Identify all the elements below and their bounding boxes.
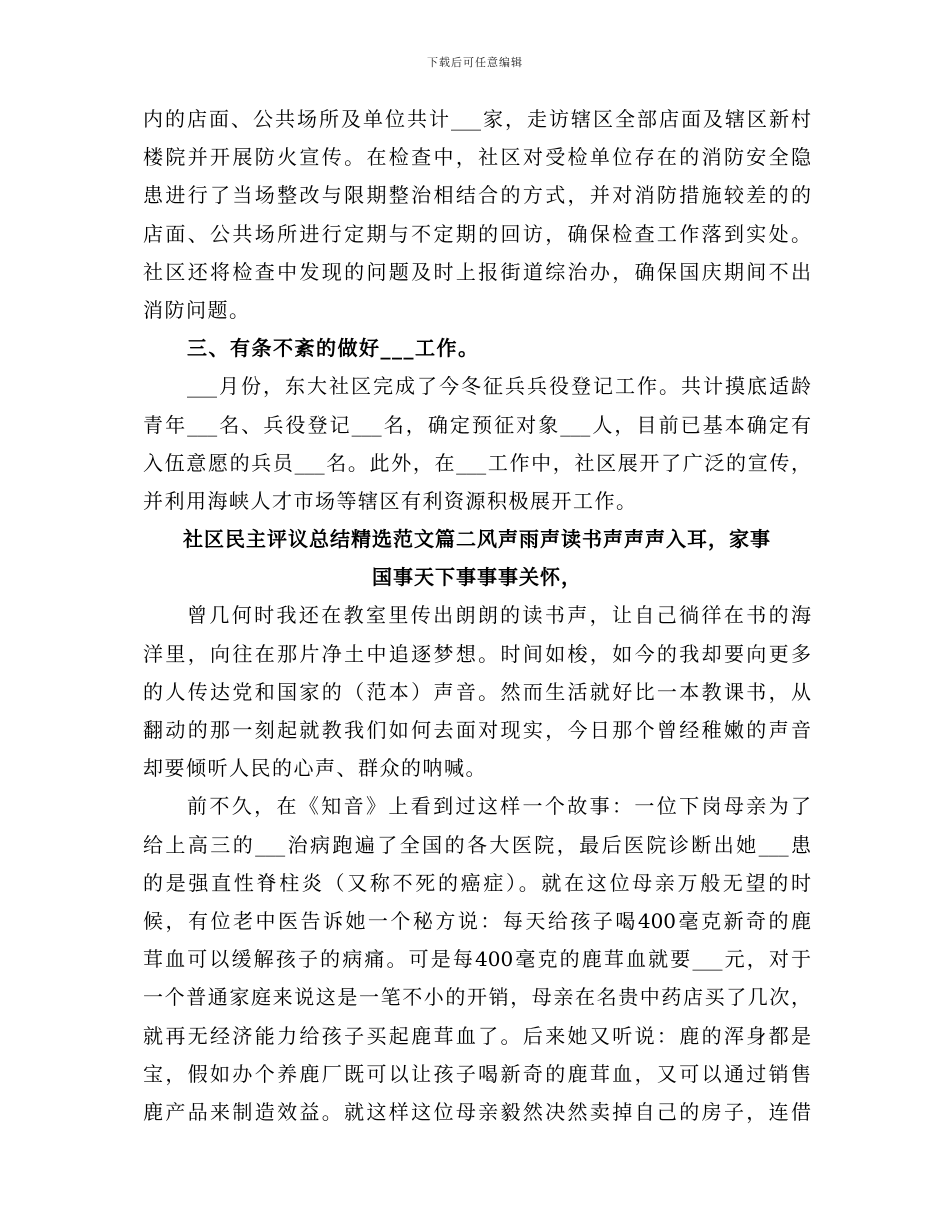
text-line: 一个普通家庭来说这是一笔不小的开销，母亲在名贵中药店买了几次， [143, 985, 811, 1010]
article-title-line-2: 国事天下事事事关怀， [372, 565, 582, 590]
text-line: 给上高三的___治病跑遍了全国的各大医院，最后医院诊断出她___患 [143, 832, 811, 857]
text-line: 入伍意愿的兵员___名。此外，在___工作中，社区展开了广泛的宣传， [143, 450, 811, 475]
text-line: 洋里，向往在那片净土中追逐梦想。时间如梭，如今的我却要向更多 [143, 641, 811, 666]
text-line: 青年___名、兵役登记___名，确定预征对象___人，目前已基本确定有 [143, 412, 811, 437]
page-header: 下载后可任意编辑 [427, 56, 523, 69]
text-line: 的人传达党和国家的（范本）声音。然而生活就好比一本教课书，从 [143, 679, 811, 704]
text-line: 鹿产品来制造效益。就这样这位母亲毅然决然卖掉自己的房子，连借 [143, 1099, 811, 1124]
text-line: 翻动的那一刻起就教我们如何去面对现实，今日那个曾经稚嫩的声音 [143, 718, 811, 742]
text-line: 患进行了当场整改与限期整治相结合的方式，并对消防措施较差的的 [143, 183, 811, 208]
article-title-line-1: 社区民主评议总结精选范文篇二风声雨声读书声声声入耳，家事 [183, 527, 771, 552]
section-heading: 三、有条不紊的做好___工作。 [187, 336, 480, 361]
text-line: 就再无经济能力给孩子买起鹿茸血了。后来她又听说：鹿的浑身都是 [143, 1023, 811, 1048]
document-body [143, 100, 811, 1131]
text-line: 社区还将检查中发现的问题及时上报街道综治办，确保国庆期间不出 [143, 259, 811, 284]
text-line: 内的店面、公共场所及单位共计___家，走访辖区全部店面及辖区新村 [143, 107, 811, 131]
text-line: ___月份，东大社区完成了今冬征兵兵役登记工作。共计摸底适龄 [187, 374, 811, 399]
text-line: 店面、公共场所进行定期与不定期的回访，确保检查工作落到实处。 [143, 221, 811, 246]
text-line: 曾几何时我还在教室里传出朗朗的读书声，让自己徜徉在书的海 [187, 603, 811, 628]
text-line: 楼院并开展防火宣传。在检查中，社区对受检单位存在的消防安全隐 [143, 145, 811, 170]
text-line: 茸血可以缓解孩子的病痛。可是每400毫克的鹿茸血就要___元，对于 [143, 947, 811, 972]
text-line: 的是强直性脊柱炎（又称不死的癌症）。就在这位母亲万般无望的时 [143, 870, 811, 895]
text-line: 前不久，在《知音》上看到过这样一个故事：一位下岗母亲为了 [187, 794, 811, 819]
text-line: 宝，假如办个养鹿厂既可以让孩子喝新奇的鹿茸血，又可以通过销售 [143, 1061, 811, 1086]
text-line: 并利用海峡人才市场等辖区有利资源积极展开工作。 [143, 488, 638, 513]
text-line: 却要倾听人民的心声、群众的呐喊。 [143, 756, 487, 781]
text-line: 候，有位老中医告诉她一个秘方说：每天给孩子喝400毫克新奇的鹿 [143, 908, 811, 933]
text-line: 消防问题。 [143, 297, 251, 322]
